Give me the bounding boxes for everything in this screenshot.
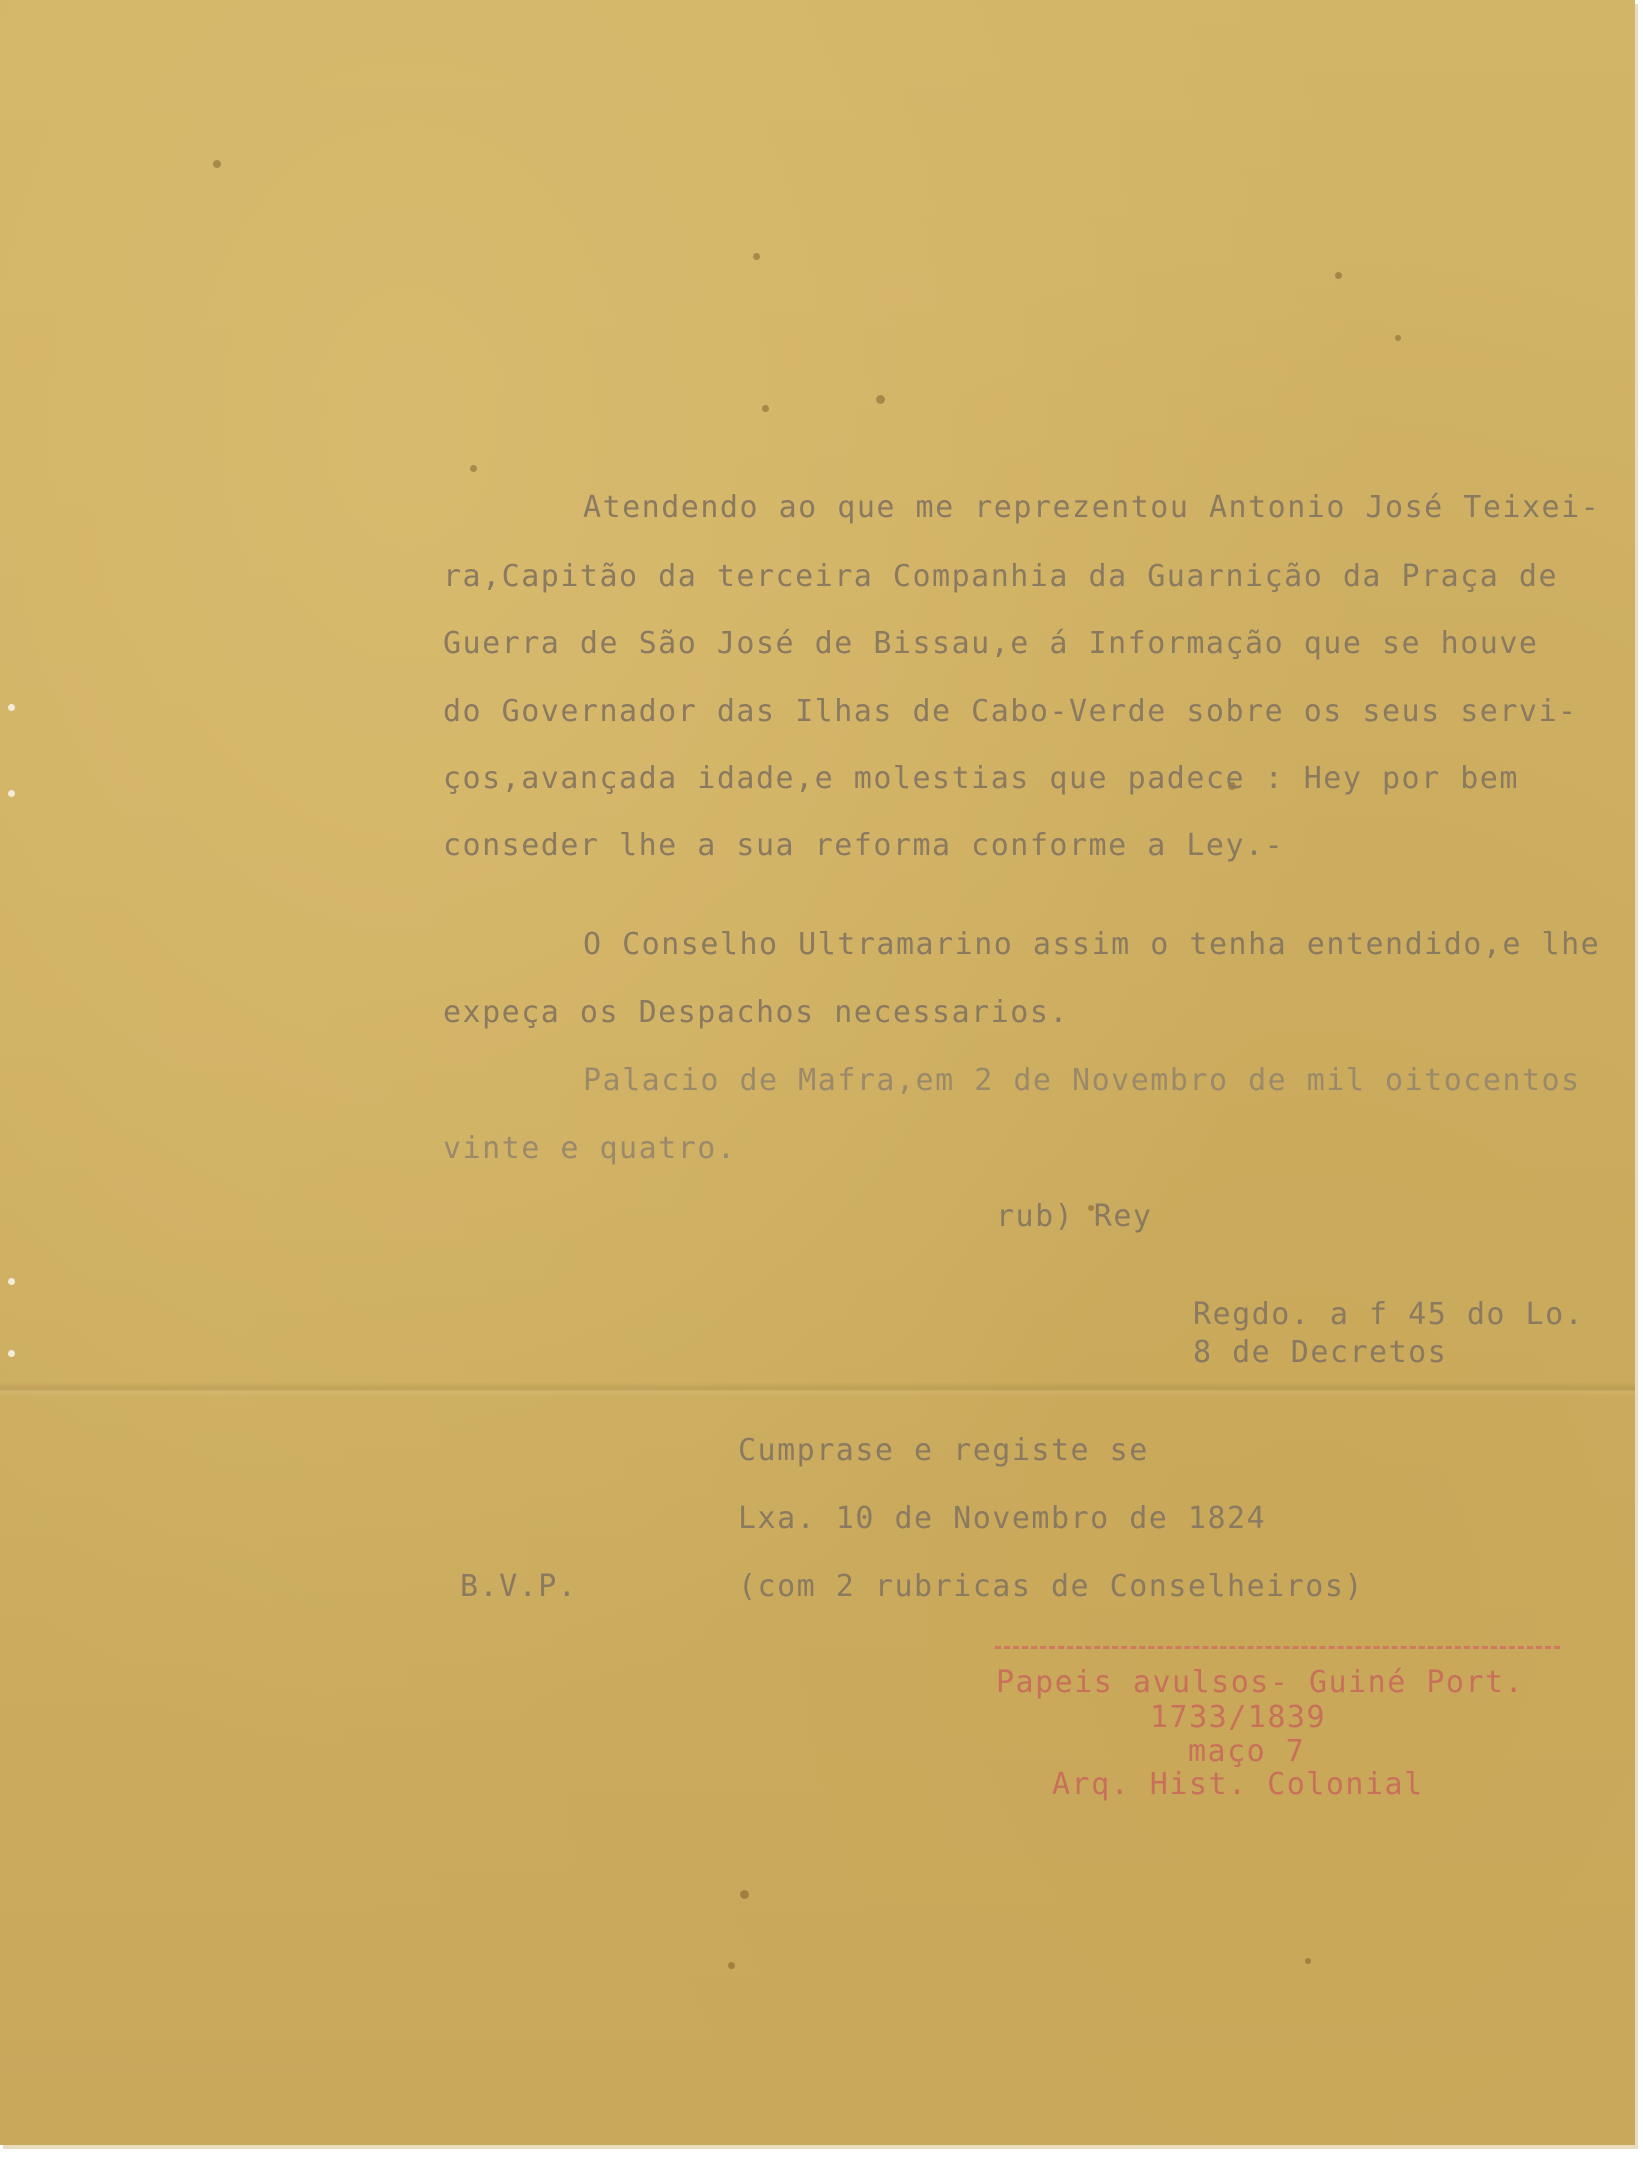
decree-line: Guerra de São José de Bissau,e á Informação que se houve [443, 626, 1539, 661]
registration-note: Regdo. a f 45 do Lo. [1193, 1297, 1585, 1332]
decree-line: expeça os Despachos necessarios. [443, 995, 1069, 1030]
dispatch-initials: B.V.P. [460, 1569, 578, 1604]
stamp-rule [995, 1646, 1560, 1649]
decree-line: Atendendo ao que me reprezentou Antonio José Teixei- [583, 490, 1601, 525]
dispatch-rubrics: (com 2 rubricas de Conselheiros) [738, 1569, 1364, 1604]
decree-line: O Conselho Ultramarino assim o tenha entendido,e lhe [583, 927, 1601, 962]
dispatch-order: Cumprase e registe se [738, 1433, 1149, 1468]
foxing-spot [1335, 272, 1342, 279]
paper-fold [0, 1382, 1635, 1396]
decree-date-line: Palacio de Mafra,em 2 de Novembro de mil oitocentos [583, 1063, 1581, 1098]
punch-hole [8, 704, 15, 711]
decree-line: do Governador das Ilhas de Cabo-Verde sobre os seus servi- [443, 694, 1578, 729]
archive-stamp-line: Papeis avulsos- Guiné Port. [996, 1665, 1525, 1700]
foxing-spot [753, 253, 760, 260]
archive-stamp-line: 1733/1839 [1150, 1700, 1327, 1735]
foxing-spot [876, 395, 885, 404]
decree-line: ços,avançada idade,e molestias que padece : Hey por bem [443, 761, 1519, 796]
foxing-spot [213, 160, 221, 168]
foxing-spot [1395, 335, 1401, 341]
archive-stamp-line: Arq. Hist. Colonial [1052, 1767, 1424, 1802]
dispatch-date: Lxa. 10 de Novembro de 1824 [738, 1501, 1267, 1536]
royal-signature: rub) Rey [996, 1199, 1153, 1234]
decree-date-line: vinte e quatro. [443, 1131, 737, 1166]
decree-line: conseder lhe a sua reforma conforme a Ley.- [443, 828, 1285, 863]
foxing-spot [762, 405, 769, 412]
foxing-spot [470, 465, 477, 472]
registration-note: 8 de Decretos [1193, 1335, 1448, 1370]
foxing-spot [1305, 1958, 1311, 1964]
punch-hole [8, 1278, 15, 1285]
foxing-spot [728, 1962, 735, 1969]
decree-line: ra,Capitão da terceira Companhia da Guarnição da Praça de [443, 559, 1559, 594]
punch-hole [8, 1350, 15, 1357]
archive-stamp-line: maço 7 [1188, 1734, 1306, 1769]
foxing-spot [740, 1890, 749, 1899]
punch-hole [8, 790, 15, 797]
